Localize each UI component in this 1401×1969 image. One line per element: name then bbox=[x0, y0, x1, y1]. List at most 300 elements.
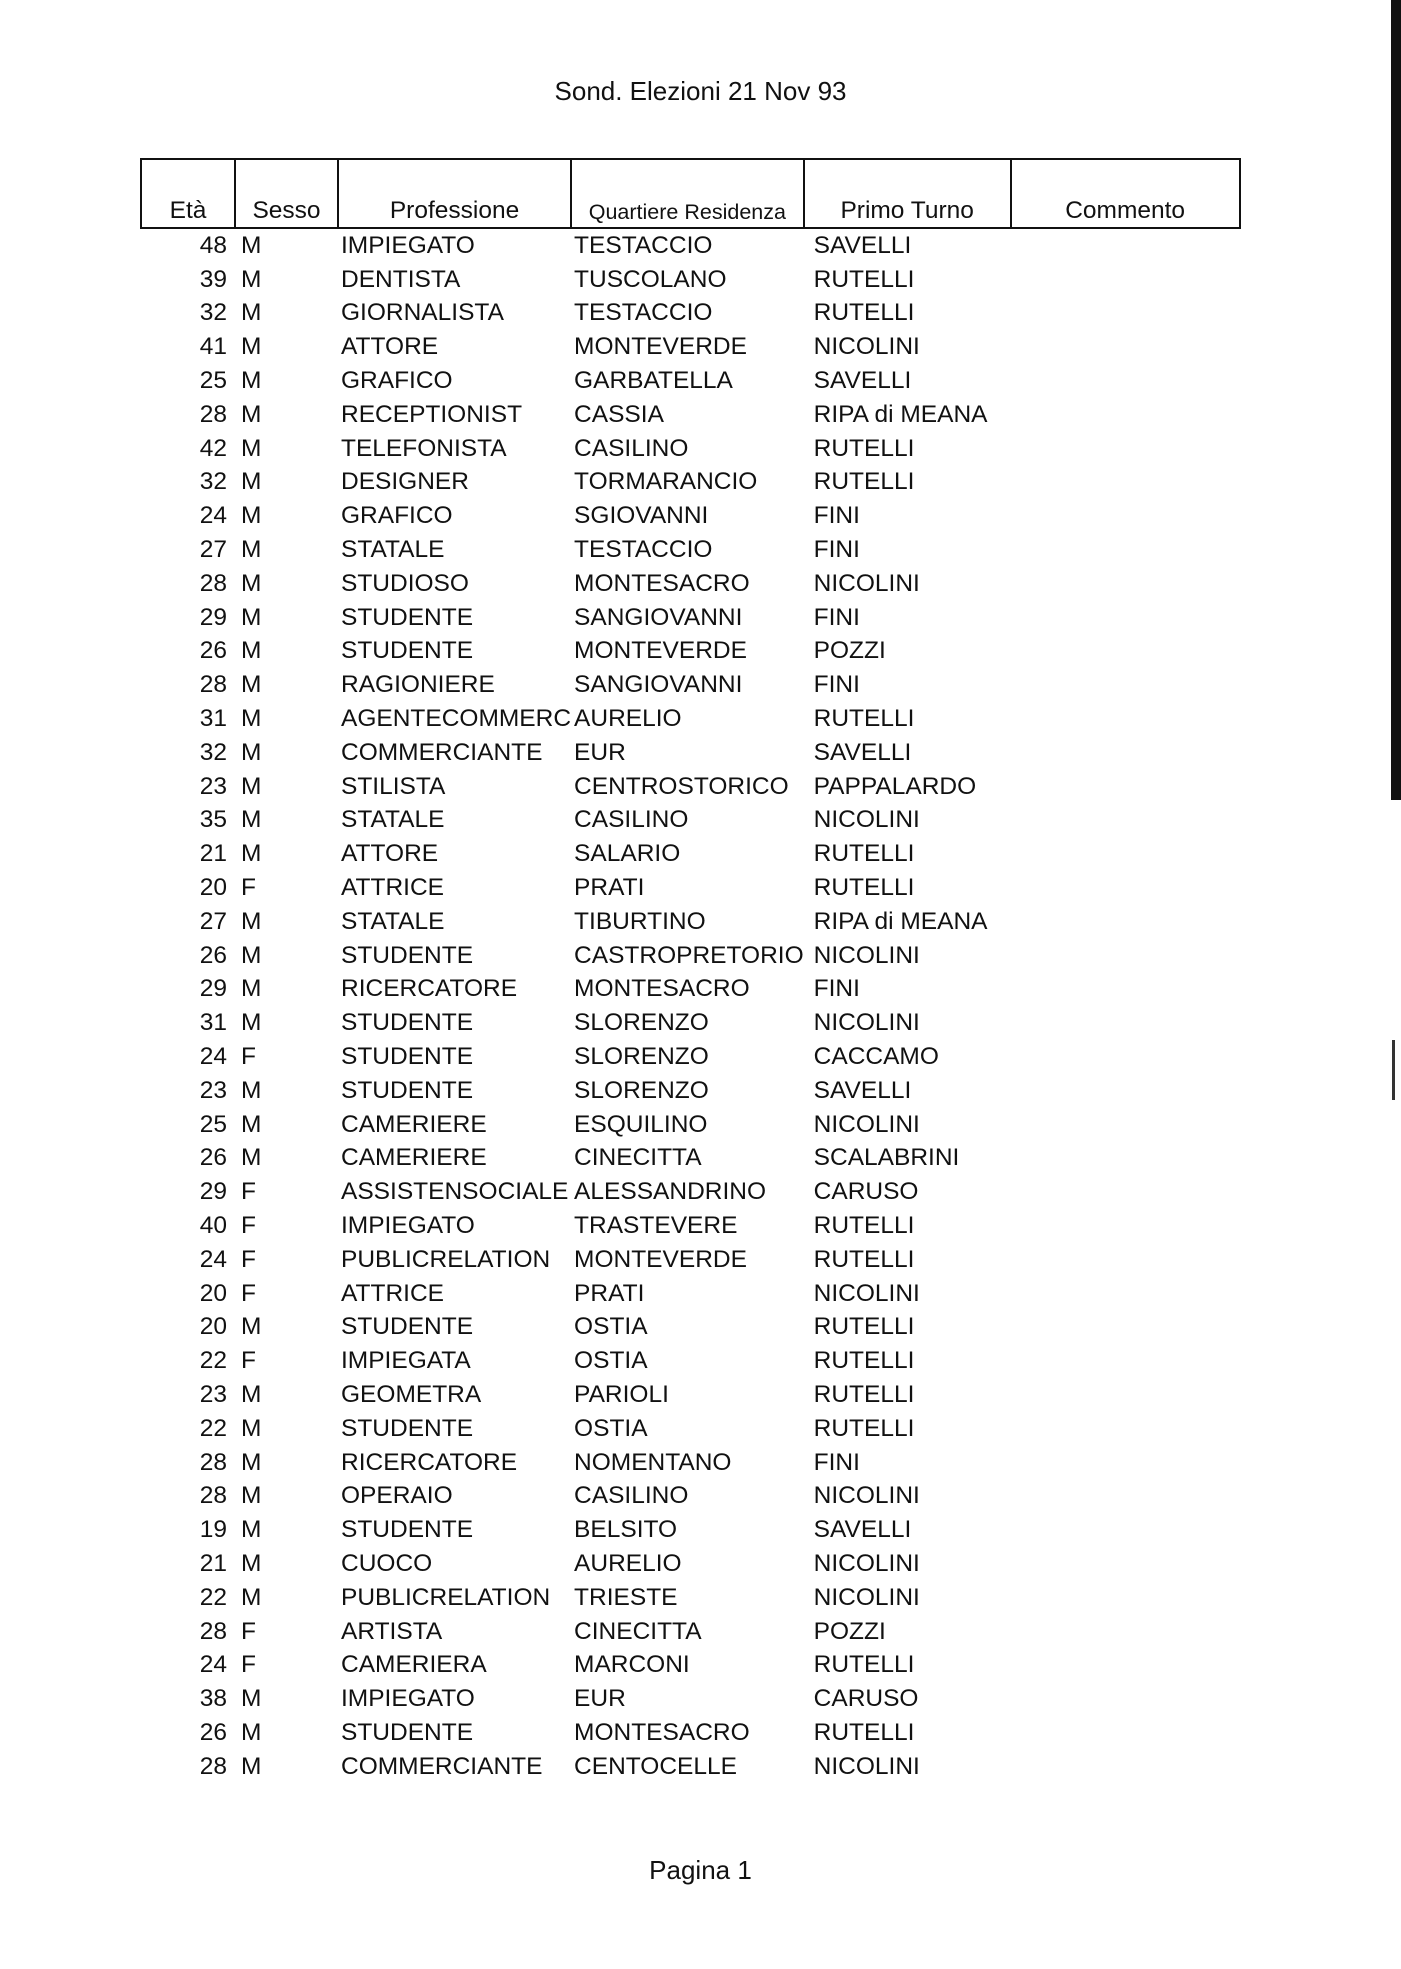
cell-sesso: M bbox=[241, 772, 262, 800]
cell-sesso: M bbox=[241, 1144, 262, 1172]
cell-quartiere: MONTEVERDE bbox=[574, 333, 747, 361]
cell-professione: STUDENTE bbox=[341, 941, 474, 969]
table-row bbox=[141, 939, 1240, 973]
cell-commento bbox=[1011, 702, 1240, 736]
cell-primo-turno: RIPA di MEANA bbox=[813, 400, 988, 428]
cell-quartiere: MARCONI bbox=[574, 1651, 690, 1679]
table-row bbox=[141, 1006, 1240, 1040]
cell-quartiere: EUR bbox=[574, 738, 626, 766]
cell-primo-turno: RUTELLI bbox=[813, 1718, 915, 1746]
cell-professione: STILISTA bbox=[341, 772, 446, 800]
cell-commento bbox=[1011, 499, 1240, 533]
cell-quartiere: TRIESTE bbox=[574, 1583, 678, 1611]
cell-quartiere: SANGIOVANNI bbox=[574, 603, 743, 631]
cell-primo-turno: POZZI bbox=[813, 637, 886, 665]
table-row bbox=[141, 567, 1240, 601]
cell-quartiere: PRATI bbox=[574, 1279, 645, 1307]
cell-eta: 26 bbox=[199, 1718, 227, 1746]
cell-professione: STUDENTE bbox=[341, 1009, 474, 1037]
cell-sesso: M bbox=[241, 536, 262, 564]
table-row bbox=[141, 601, 1240, 635]
cell-eta: 27 bbox=[199, 536, 227, 564]
table-row bbox=[141, 1547, 1240, 1581]
cell-professione: PUBLICRELATION bbox=[341, 1583, 551, 1611]
cell-eta: 31 bbox=[199, 1009, 227, 1037]
cell-primo-turno: NICOLINI bbox=[813, 569, 920, 597]
table-row bbox=[141, 702, 1240, 736]
cell-eta: 25 bbox=[199, 1110, 227, 1138]
table-row bbox=[141, 837, 1240, 871]
cell-professione: STUDENTE bbox=[341, 1076, 474, 1104]
cell-primo-turno: NICOLINI bbox=[813, 1482, 920, 1510]
cell-professione: ASSISTENSOCIALE bbox=[341, 1178, 569, 1206]
cell-eta: 24 bbox=[199, 502, 227, 530]
cell-professione: OPERAIO bbox=[341, 1482, 453, 1510]
table-row bbox=[141, 1412, 1240, 1446]
table-row bbox=[141, 770, 1240, 804]
cell-primo-turno: NICOLINI bbox=[813, 941, 920, 969]
cell-professione: STUDENTE bbox=[341, 1718, 474, 1746]
cell-quartiere: TESTACCIO bbox=[574, 536, 713, 564]
cell-primo-turno: POZZI bbox=[813, 1617, 886, 1645]
cell-primo-turno: NICOLINI bbox=[813, 1752, 920, 1780]
cell-sesso: M bbox=[241, 231, 262, 259]
cell-sesso: M bbox=[241, 738, 262, 766]
cell-primo-turno: SAVELLI bbox=[813, 1076, 912, 1104]
cell-professione: IMPIEGATO bbox=[341, 1685, 475, 1713]
table-row bbox=[141, 905, 1240, 939]
table-row bbox=[141, 398, 1240, 432]
cell-eta: 32 bbox=[199, 738, 227, 766]
cell-professione: ATTRICE bbox=[341, 1279, 444, 1307]
cell-commento bbox=[1011, 432, 1240, 466]
cell-commento bbox=[1011, 297, 1240, 331]
cell-commento bbox=[1011, 635, 1240, 669]
table-row bbox=[141, 871, 1240, 905]
cell-commento bbox=[1011, 1547, 1240, 1581]
cell-commento bbox=[1011, 1209, 1240, 1243]
table-row bbox=[141, 1581, 1240, 1615]
cell-sesso: M bbox=[241, 1076, 262, 1104]
table-row bbox=[141, 533, 1240, 567]
cell-eta: 23 bbox=[199, 1380, 227, 1408]
cell-sesso: F bbox=[241, 1347, 256, 1375]
cell-quartiere: OSTIA bbox=[574, 1347, 648, 1375]
cell-professione: IMPIEGATO bbox=[341, 1212, 475, 1239]
cell-quartiere: GARBATELLA bbox=[574, 367, 733, 395]
cell-primo-turno: RUTELLI bbox=[813, 1212, 915, 1239]
cell-professione: RAGIONIERE bbox=[341, 671, 495, 699]
cell-quartiere: ESQUILINO bbox=[574, 1110, 708, 1138]
table-row bbox=[141, 1209, 1240, 1243]
table-row bbox=[141, 736, 1240, 770]
cell-quartiere: SLORENZO bbox=[574, 1076, 709, 1104]
cell-professione: RICERCATORE bbox=[341, 975, 518, 1003]
cell-quartiere: PRATI bbox=[574, 874, 645, 902]
cell-primo-turno: CARUSO bbox=[813, 1178, 919, 1206]
cell-primo-turno: RUTELLI bbox=[813, 1414, 915, 1442]
cell-commento bbox=[1011, 1648, 1240, 1682]
cell-eta: 28 bbox=[199, 1752, 227, 1780]
table-row bbox=[141, 668, 1240, 702]
cell-sesso: F bbox=[241, 1043, 256, 1071]
cell-quartiere: CENTROSTORICO bbox=[574, 772, 789, 800]
cell-eta: 24 bbox=[199, 1245, 227, 1273]
cell-sesso: M bbox=[241, 907, 262, 935]
cell-commento bbox=[1011, 1175, 1240, 1209]
cell-commento bbox=[1011, 1243, 1240, 1277]
cell-commento bbox=[1011, 1311, 1240, 1345]
cell-eta: 28 bbox=[199, 569, 227, 597]
header-eta: Età bbox=[141, 159, 235, 228]
cell-commento bbox=[1011, 804, 1240, 838]
cell-eta: 32 bbox=[199, 468, 227, 496]
cell-quartiere: AURELIO bbox=[574, 705, 682, 733]
table-row bbox=[141, 432, 1240, 466]
table-row bbox=[141, 635, 1240, 669]
cell-primo-turno: PAPPALARDO bbox=[813, 772, 977, 800]
cell-primo-turno: RUTELLI bbox=[813, 1347, 915, 1375]
cell-primo-turno: NICOLINI bbox=[813, 1110, 920, 1138]
cell-commento bbox=[1011, 1716, 1240, 1750]
cell-quartiere: OSTIA bbox=[574, 1313, 648, 1341]
cell-sesso: M bbox=[241, 299, 262, 327]
cell-commento bbox=[1011, 1040, 1240, 1074]
cell-commento bbox=[1011, 1615, 1240, 1649]
cell-eta: 20 bbox=[199, 1279, 227, 1307]
cell-commento bbox=[1011, 398, 1240, 432]
cell-primo-turno: FINI bbox=[813, 975, 860, 1003]
cell-professione: STUDENTE bbox=[341, 637, 474, 665]
cell-professione: STUDENTE bbox=[341, 1414, 474, 1442]
cell-commento bbox=[1011, 1277, 1240, 1311]
table-row bbox=[141, 1615, 1240, 1649]
table-row bbox=[141, 973, 1240, 1007]
cell-sesso: M bbox=[241, 1482, 262, 1510]
cell-eta: 21 bbox=[199, 840, 227, 868]
cell-primo-turno: FINI bbox=[813, 502, 860, 530]
page-number: Pagina 1 bbox=[649, 1855, 752, 1885]
cell-primo-turno: RIPA di MEANA bbox=[813, 907, 988, 935]
cell-quartiere: SLORENZO bbox=[574, 1009, 709, 1037]
cell-primo-turno: SAVELLI bbox=[813, 367, 912, 395]
cell-primo-turno: RUTELLI bbox=[813, 468, 915, 496]
table-row bbox=[141, 1040, 1240, 1074]
cell-eta: 41 bbox=[199, 333, 227, 361]
cell-eta: 42 bbox=[199, 434, 227, 462]
table-row bbox=[141, 1446, 1240, 1480]
cell-professione: CUOCO bbox=[341, 1549, 433, 1577]
cell-sesso: M bbox=[241, 671, 262, 699]
table-row bbox=[141, 364, 1240, 398]
cell-professione: COMMERCIANTE bbox=[341, 1752, 543, 1780]
cell-sesso: M bbox=[241, 1583, 262, 1611]
cell-professione: GEOMETRA bbox=[341, 1380, 482, 1408]
cell-commento bbox=[1011, 973, 1240, 1007]
cell-sesso: M bbox=[241, 1414, 262, 1442]
table-row bbox=[141, 1344, 1240, 1378]
cell-commento bbox=[1011, 263, 1240, 297]
cell-quartiere: CENTOCELLE bbox=[574, 1752, 737, 1780]
cell-sesso: M bbox=[241, 705, 262, 733]
table-row bbox=[141, 228, 1240, 263]
cell-sesso: M bbox=[241, 265, 262, 293]
page-title: Sond. Elezioni 21 Nov 93 bbox=[554, 76, 847, 106]
cell-eta: 24 bbox=[199, 1043, 227, 1071]
cell-sesso: M bbox=[241, 1752, 262, 1780]
cell-quartiere: SLORENZO bbox=[574, 1043, 709, 1071]
scan-edge-mark bbox=[1392, 1040, 1395, 1100]
table-row bbox=[141, 1648, 1240, 1682]
cell-quartiere: OSTIA bbox=[574, 1414, 648, 1442]
cell-eta: 20 bbox=[199, 874, 227, 902]
cell-sesso: M bbox=[241, 1313, 262, 1341]
cell-sesso: F bbox=[241, 1212, 256, 1239]
cell-quartiere: EUR bbox=[574, 1685, 626, 1713]
cell-eta: 28 bbox=[199, 1448, 227, 1476]
table-row bbox=[141, 330, 1240, 364]
cell-sesso: M bbox=[241, 806, 262, 834]
cell-professione: ATTORE bbox=[341, 840, 439, 868]
table-row bbox=[141, 1378, 1240, 1412]
cell-sesso: F bbox=[241, 874, 256, 902]
cell-commento bbox=[1011, 1412, 1240, 1446]
cell-quartiere: CASSIA bbox=[574, 400, 664, 428]
cell-eta: 29 bbox=[199, 975, 227, 1003]
cell-commento bbox=[1011, 1344, 1240, 1378]
cell-sesso: M bbox=[241, 468, 262, 496]
cell-quartiere: TORMARANCIO bbox=[574, 468, 758, 496]
cell-eta: 23 bbox=[199, 1076, 227, 1104]
cell-professione: STATALE bbox=[341, 536, 445, 564]
table-row bbox=[141, 1074, 1240, 1108]
cell-professione: STATALE bbox=[341, 806, 445, 834]
cell-sesso: M bbox=[241, 367, 262, 395]
cell-commento bbox=[1011, 1006, 1240, 1040]
cell-eta: 22 bbox=[199, 1414, 227, 1442]
cell-primo-turno: NICOLINI bbox=[813, 1583, 920, 1611]
cell-sesso: M bbox=[241, 502, 262, 530]
cell-sesso: M bbox=[241, 1009, 262, 1037]
cell-sesso: F bbox=[241, 1617, 256, 1645]
table-row bbox=[141, 263, 1240, 297]
cell-eta: 21 bbox=[199, 1549, 227, 1577]
cell-sesso: F bbox=[241, 1178, 256, 1206]
cell-primo-turno: RUTELLI bbox=[813, 705, 915, 733]
table-row bbox=[141, 1142, 1240, 1176]
cell-eta: 28 bbox=[199, 1617, 227, 1645]
cell-sesso: M bbox=[241, 569, 262, 597]
cell-primo-turno: SAVELLI bbox=[813, 738, 912, 766]
cell-professione: RICERCATORE bbox=[341, 1448, 518, 1476]
table-row bbox=[141, 1175, 1240, 1209]
cell-eta: 29 bbox=[199, 1178, 227, 1206]
cell-primo-turno: FINI bbox=[813, 603, 860, 631]
cell-professione: GRAFICO bbox=[341, 502, 453, 530]
cell-primo-turno: RUTELLI bbox=[813, 840, 915, 868]
cell-sesso: M bbox=[241, 1685, 262, 1713]
cell-quartiere: MONTEVERDE bbox=[574, 1245, 747, 1273]
cell-eta: 38 bbox=[199, 1685, 227, 1713]
cell-quartiere: CASILINO bbox=[574, 806, 689, 834]
cell-primo-turno: SAVELLI bbox=[813, 231, 912, 259]
cell-commento bbox=[1011, 533, 1240, 567]
cell-quartiere: MONTEVERDE bbox=[574, 637, 747, 665]
cell-quartiere: BELSITO bbox=[574, 1516, 678, 1544]
cell-primo-turno: RUTELLI bbox=[813, 1245, 915, 1273]
cell-quartiere: TESTACCIO bbox=[574, 231, 713, 259]
cell-primo-turno: NICOLINI bbox=[813, 806, 920, 834]
cell-professione: AGENTECOMMERC bbox=[341, 705, 572, 733]
cell-commento bbox=[1011, 736, 1240, 770]
cell-primo-turno: FINI bbox=[813, 1448, 860, 1476]
cell-sesso: M bbox=[241, 333, 262, 361]
cell-sesso: M bbox=[241, 1718, 262, 1746]
cell-quartiere: PARIOLI bbox=[574, 1380, 669, 1408]
header-commento: Commento bbox=[1011, 159, 1240, 228]
cell-quartiere: SALARIO bbox=[574, 840, 681, 868]
cell-eta: 39 bbox=[199, 265, 227, 293]
cell-commento bbox=[1011, 567, 1240, 601]
cell-eta: 28 bbox=[199, 400, 227, 428]
cell-commento bbox=[1011, 1682, 1240, 1716]
cell-commento bbox=[1011, 770, 1240, 804]
cell-professione: STUDENTE bbox=[341, 1516, 474, 1544]
cell-commento bbox=[1011, 1142, 1240, 1176]
cell-commento bbox=[1011, 364, 1240, 398]
cell-quartiere: TRASTEVERE bbox=[574, 1212, 738, 1239]
cell-professione: TELEFONISTA bbox=[341, 434, 507, 462]
cell-professione: IMPIEGATO bbox=[341, 231, 475, 259]
cell-sesso: M bbox=[241, 840, 262, 868]
cell-eta: 19 bbox=[199, 1516, 227, 1544]
cell-eta: 48 bbox=[199, 231, 227, 259]
table-row bbox=[141, 1243, 1240, 1277]
cell-eta: 22 bbox=[199, 1583, 227, 1611]
cell-primo-turno: NICOLINI bbox=[813, 1279, 920, 1307]
cell-primo-turno: SAVELLI bbox=[813, 1516, 912, 1544]
cell-primo-turno: FINI bbox=[813, 671, 860, 699]
cell-professione: STUDENTE bbox=[341, 603, 474, 631]
cell-professione: CAMERIERE bbox=[341, 1110, 487, 1138]
table-header-row bbox=[141, 159, 1240, 228]
cell-primo-turno: NICOLINI bbox=[813, 1549, 920, 1577]
cell-sesso: F bbox=[241, 1245, 256, 1273]
table-row bbox=[141, 297, 1240, 331]
table-row bbox=[141, 1682, 1240, 1716]
cell-sesso: F bbox=[241, 1279, 256, 1307]
cell-sesso: M bbox=[241, 1516, 262, 1544]
cell-professione: GIORNALISTA bbox=[341, 299, 504, 327]
cell-eta: 25 bbox=[199, 367, 227, 395]
cell-quartiere: CINECITTA bbox=[574, 1617, 702, 1645]
cell-eta: 23 bbox=[199, 772, 227, 800]
cell-commento bbox=[1011, 837, 1240, 871]
cell-professione: RECEPTIONIST bbox=[341, 400, 523, 428]
cell-professione: ATTORE bbox=[341, 333, 439, 361]
table-row bbox=[141, 1108, 1240, 1142]
cell-professione: CAMERIERE bbox=[341, 1144, 487, 1172]
cell-commento bbox=[1011, 1513, 1240, 1547]
cell-primo-turno: SCALABRINI bbox=[813, 1144, 960, 1172]
table-row bbox=[141, 1513, 1240, 1547]
cell-eta: 31 bbox=[199, 705, 227, 733]
cell-professione: STUDENTE bbox=[341, 1313, 474, 1341]
cell-commento bbox=[1011, 1446, 1240, 1480]
cell-primo-turno: NICOLINI bbox=[813, 333, 920, 361]
cell-sesso: M bbox=[241, 434, 262, 462]
cell-primo-turno: RUTELLI bbox=[813, 434, 915, 462]
cell-commento bbox=[1011, 228, 1240, 263]
cell-eta: 26 bbox=[199, 941, 227, 969]
cell-eta: 28 bbox=[199, 671, 227, 699]
cell-professione: ATTRICE bbox=[341, 874, 444, 902]
cell-primo-turno: RUTELLI bbox=[813, 874, 915, 902]
cell-primo-turno: RUTELLI bbox=[813, 1313, 915, 1341]
cell-eta: 26 bbox=[199, 1144, 227, 1172]
cell-commento bbox=[1011, 601, 1240, 635]
cell-sesso: M bbox=[241, 603, 262, 631]
cell-quartiere: AURELIO bbox=[574, 1549, 682, 1577]
cell-quartiere: CASILINO bbox=[574, 1482, 689, 1510]
cell-quartiere: CINECITTA bbox=[574, 1144, 702, 1172]
table-row bbox=[141, 1750, 1240, 1784]
cell-eta: 27 bbox=[199, 907, 227, 935]
cell-commento bbox=[1011, 668, 1240, 702]
cell-professione: IMPIEGATA bbox=[341, 1347, 471, 1375]
cell-primo-turno: RUTELLI bbox=[813, 1380, 915, 1408]
cell-eta: 29 bbox=[199, 603, 227, 631]
header-quartiere-residenza: Quartiere Residenza bbox=[571, 159, 804, 228]
cell-commento bbox=[1011, 1378, 1240, 1412]
cell-sesso: M bbox=[241, 400, 262, 428]
cell-commento bbox=[1011, 1581, 1240, 1615]
table-row bbox=[141, 804, 1240, 838]
table-row bbox=[141, 499, 1240, 533]
header-professione: Professione bbox=[338, 159, 571, 228]
cell-eta: 28 bbox=[199, 1482, 227, 1510]
survey-table bbox=[140, 158, 1241, 1784]
cell-quartiere: ALESSANDRINO bbox=[574, 1178, 767, 1206]
cell-sesso: M bbox=[241, 637, 262, 665]
cell-commento bbox=[1011, 1108, 1240, 1142]
cell-commento bbox=[1011, 871, 1240, 905]
cell-sesso: M bbox=[241, 1380, 262, 1408]
cell-commento bbox=[1011, 1074, 1240, 1108]
cell-professione: PUBLICRELATION bbox=[341, 1245, 551, 1273]
cell-commento bbox=[1011, 939, 1240, 973]
cell-primo-turno: FINI bbox=[813, 536, 860, 564]
cell-primo-turno: NICOLINI bbox=[813, 1009, 920, 1037]
cell-primo-turno: RUTELLI bbox=[813, 1651, 915, 1679]
cell-primo-turno: CARUSO bbox=[813, 1685, 919, 1713]
cell-eta: 24 bbox=[199, 1651, 227, 1679]
cell-professione: STUDIOSO bbox=[341, 569, 469, 597]
cell-quartiere: MONTESACRO bbox=[574, 1718, 750, 1746]
cell-eta: 35 bbox=[199, 806, 227, 834]
cell-professione: STATALE bbox=[341, 907, 445, 935]
table-body bbox=[141, 228, 1240, 1784]
cell-commento bbox=[1011, 905, 1240, 939]
cell-sesso: M bbox=[241, 1448, 262, 1476]
cell-quartiere: MONTESACRO bbox=[574, 975, 750, 1003]
cell-eta: 22 bbox=[199, 1347, 227, 1375]
cell-professione: DENTISTA bbox=[341, 265, 461, 293]
cell-eta: 32 bbox=[199, 299, 227, 327]
cell-professione: CAMERIERA bbox=[341, 1651, 487, 1679]
cell-quartiere: CASTROPRETORIO bbox=[574, 941, 804, 969]
cell-commento bbox=[1011, 330, 1240, 364]
